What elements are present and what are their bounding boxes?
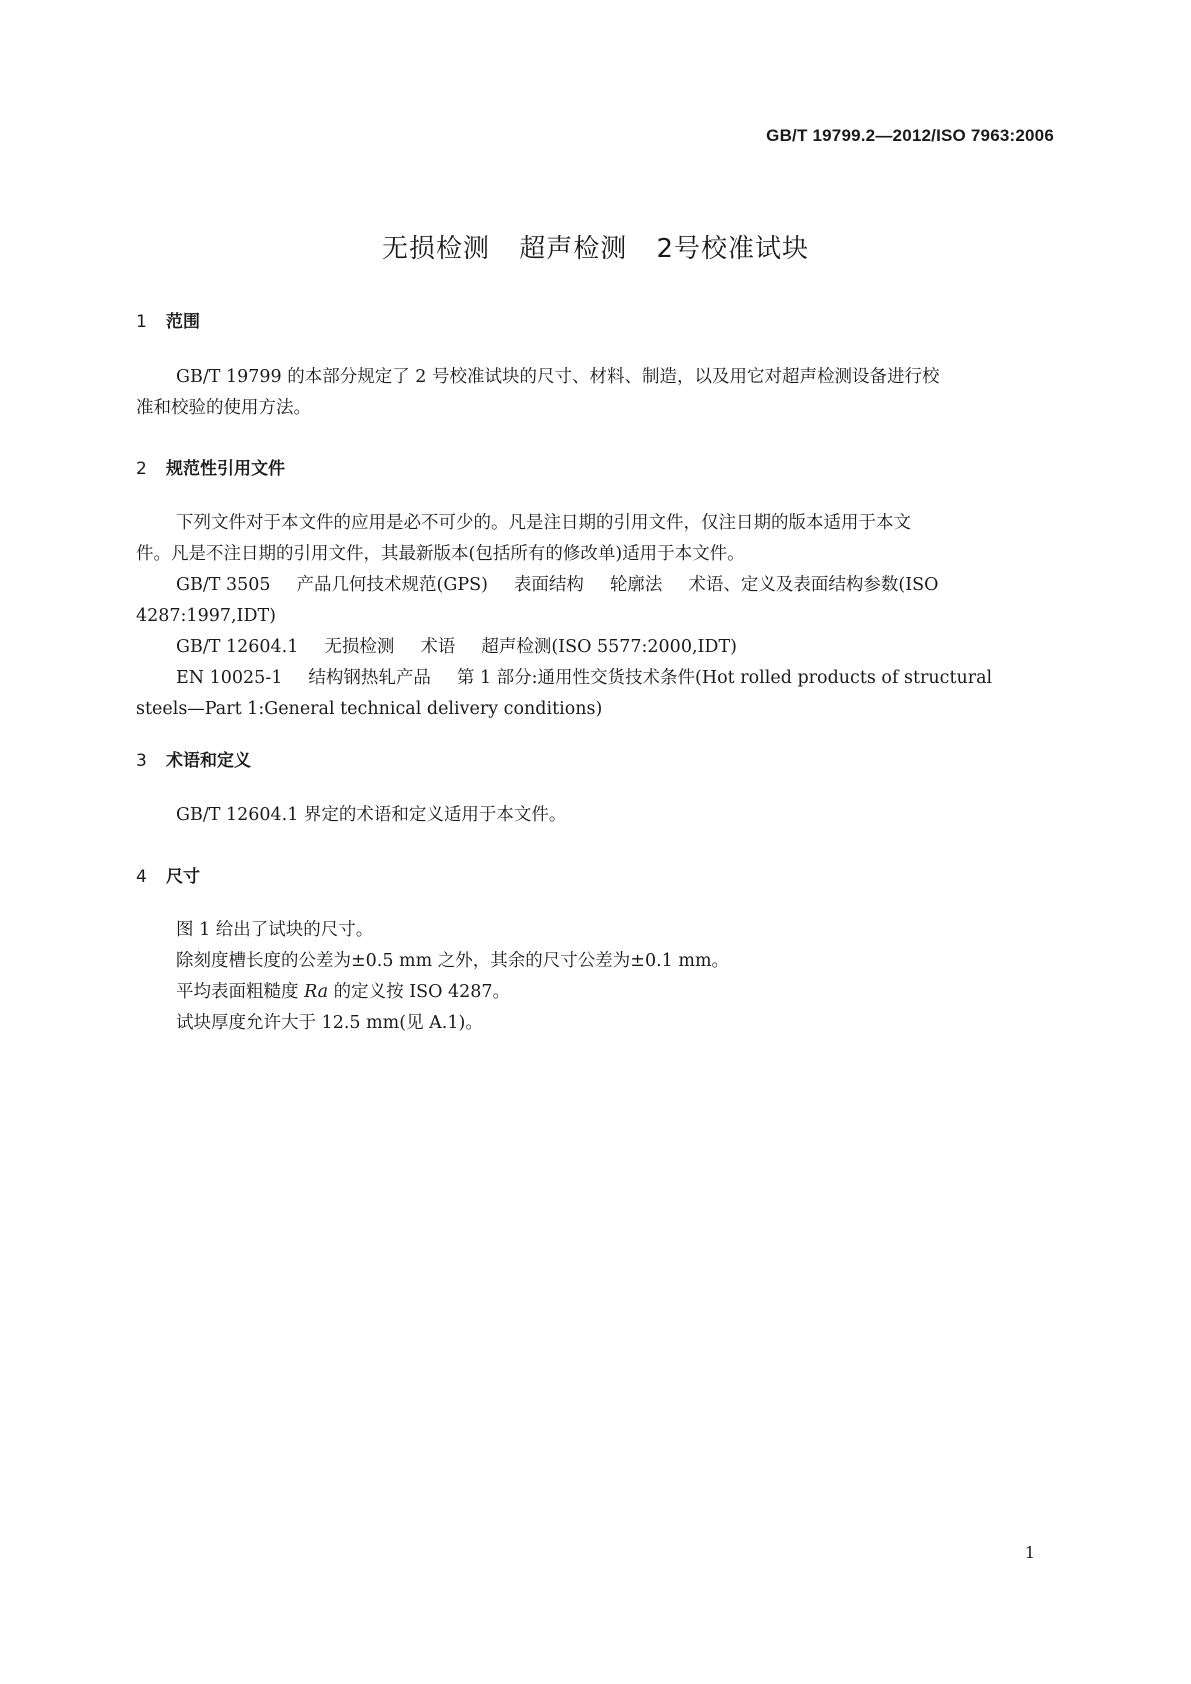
section-1-paragraph	[136, 362, 1056, 424]
section-1-heading	[136, 307, 200, 332]
section-title: 尺寸	[166, 867, 200, 887]
section-4-heading	[136, 862, 200, 887]
reference-code: EN 10025-1	[176, 668, 283, 688]
section-3-paragraph	[136, 800, 1056, 831]
paragraph-line: 试块厚度允许大于 12.5 mm(见 A.1)。	[176, 1013, 483, 1033]
paragraph-line: 准和校验的使用方法。	[136, 398, 311, 418]
reference-entry	[136, 663, 1056, 694]
reference-title-part: 产品几何技术规范(GPS)	[296, 575, 488, 595]
paragraph-line: GB/T 19799 的本部分规定了 2 号校准试块的尺寸、材料、制造，以及用它对超声检测设备进行校	[176, 367, 940, 387]
reference-title-part: 第 1 部分:通用性交货技术条件(Hot rolled products of structural	[456, 668, 993, 688]
reference-title-part: 术语	[420, 637, 456, 657]
reference-title-part: 无损检测	[324, 637, 395, 657]
section-number: 2	[136, 459, 147, 479]
reference-continuation: 4287:1997,IDT)	[136, 606, 276, 626]
reference-code: GB/T 3505	[176, 575, 271, 595]
reference-title-part: 结构钢热轧产品	[308, 668, 431, 688]
section-number: 3	[136, 751, 147, 771]
reference-title-part: 轮廓法	[609, 575, 663, 595]
section-2-heading	[136, 454, 285, 479]
title-part-2: 超声检测	[519, 234, 628, 264]
section-number: 1	[136, 312, 147, 332]
section-number: 4	[136, 867, 147, 887]
section-4-body	[136, 915, 1056, 1039]
title-part-1: 无损检测	[381, 234, 490, 264]
paragraph-line: 件。凡是不注日期的引用文件，其最新版本(包括所有的修改单)适用于本文件。	[136, 544, 745, 564]
paragraph-line: 下列文件对于本文件的应用是必不可少的。凡是注日期的引用文件，仅注日期的版本适用于本文	[176, 513, 911, 533]
reference-title-part: 超声检测(ISO 5577:2000,IDT)	[481, 637, 737, 657]
reference-continuation: steels—Part 1:General technical delivery conditions)	[136, 699, 603, 719]
section-3-heading	[136, 746, 251, 771]
reference-title-part: 表面结构	[513, 575, 584, 595]
section-2-body	[136, 508, 1056, 725]
reference-code: GB/T 12604.1	[176, 637, 299, 657]
paragraph-line	[136, 977, 1056, 1008]
section-title: 术语和定义	[166, 751, 251, 771]
section-title: 范围	[166, 312, 200, 332]
reference-title-part: 术语、定义及表面结构参数(ISO	[688, 575, 939, 595]
paragraph-line: GB/T 12604.1 界定的术语和定义适用于本文件。	[176, 805, 567, 825]
page-number: 1	[1024, 1543, 1035, 1562]
paragraph-line: 除刻度槽长度的公差为±0.5 mm 之外，其余的尺寸公差为±0.1 mm。	[176, 951, 730, 971]
reference-entry	[136, 570, 1056, 601]
title-part-3: 2号校准试块	[656, 234, 810, 264]
text-run: 的定义按 ISO 4287。	[328, 982, 511, 1002]
reference-entry	[136, 632, 1056, 663]
standard-code: GB/T 19799.2—2012/ISO 7963:2006	[766, 126, 1054, 145]
text-run: 平均表面粗糙度	[176, 982, 305, 1002]
paragraph-line: 图 1 给出了试块的尺寸。	[176, 920, 374, 940]
document-title	[0, 228, 1191, 265]
ra-symbol: Ra	[304, 982, 329, 1002]
section-title: 规范性引用文件	[166, 459, 285, 479]
